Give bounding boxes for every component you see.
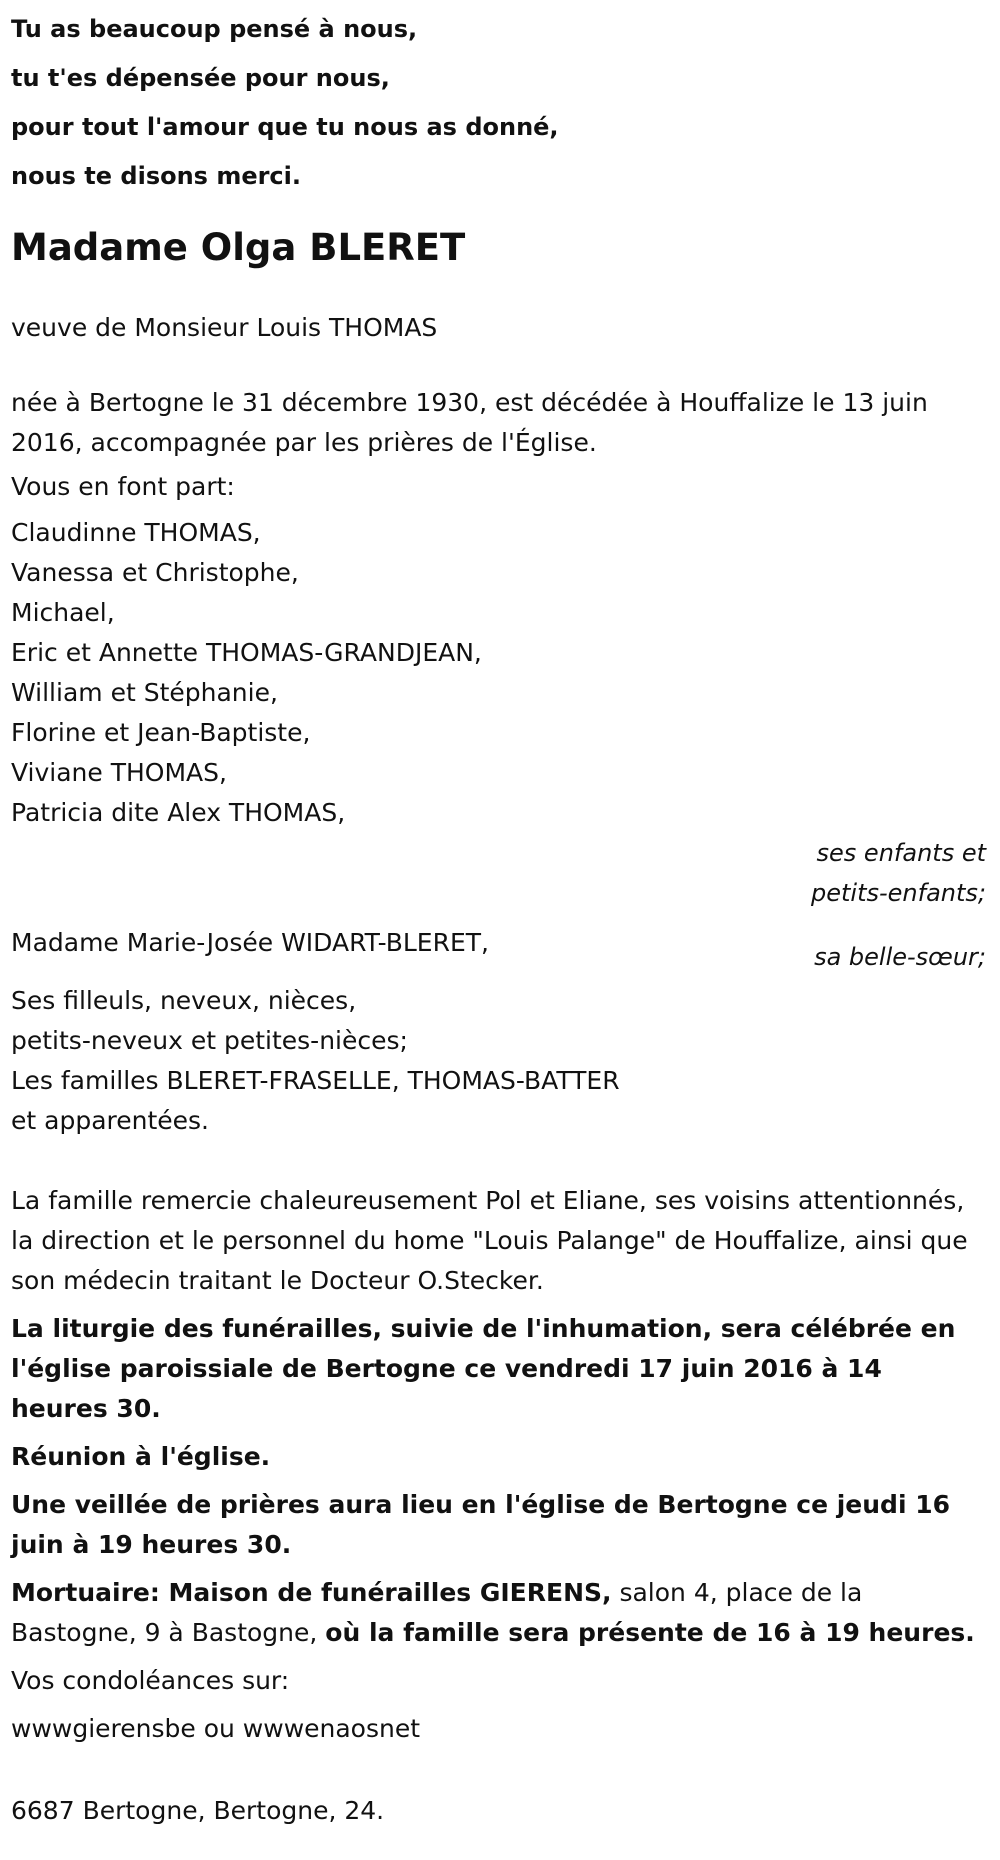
poem-line-3: pour tout l'amour que tu nous as donné, xyxy=(11,113,559,141)
announce-intro: Vous en font part: xyxy=(11,472,235,501)
list-item: Michael, xyxy=(11,598,115,627)
mortuary-paragraph xyxy=(11,1573,986,1653)
mortuary-name: Mortuaire: Maison de funérailles GIERENS, xyxy=(11,1578,612,1607)
poem-line-4: nous te disons merci. xyxy=(11,162,302,190)
mortuary-address: salon 4, place de la Bastogne, 9 à Bastogne, xyxy=(11,1578,863,1647)
children-role-line-1: ses enfants et xyxy=(816,839,986,867)
children-list xyxy=(11,513,986,833)
list-item: et apparentées. xyxy=(11,1106,209,1135)
widow-of: veuve de Monsieur Louis THOMAS xyxy=(11,313,438,342)
list-item: William et Stéphanie, xyxy=(11,678,278,707)
list-item: Les familles BLERET-FRASELLE, THOMAS-BATTER xyxy=(11,1066,620,1095)
children-role-line-2: petits-enfants; xyxy=(811,879,986,907)
list-item: Viviane THOMAS, xyxy=(11,758,227,787)
liturgy-paragraph: La liturgie des funérailles, suivie de l'inhumation, sera célébrée en l'église paroissiale de Bertogne ce vendredi 17 juin 2016 à 14 heures 30. xyxy=(11,1314,956,1423)
mortuary-hours: où la famille sera présente de 16 à 19 heures. xyxy=(325,1618,975,1647)
obituary-page xyxy=(11,0,986,1831)
address-line: 6687 Bertogne, Bertogne, 24. xyxy=(11,1796,385,1825)
list-item: Claudinne THOMAS, xyxy=(11,518,261,547)
sister-in-law-name: Madame Marie-Josée WIDART-BLERET, xyxy=(11,928,489,957)
list-item: Eric et Annette THOMAS-GRANDJEAN, xyxy=(11,638,482,667)
condolences-sites: wwwgierensbe ou wwwenaosnet xyxy=(11,1714,421,1743)
list-item: Patricia dite Alex THOMAS, xyxy=(11,798,346,827)
list-item: Vanessa et Christophe, xyxy=(11,558,299,587)
poem-line-2: tu t'es dépensée pour nous, xyxy=(11,64,390,92)
list-item: petits-neveux et petites-nièces; xyxy=(11,1026,408,1055)
list-item: Florine et Jean-Baptiste, xyxy=(11,718,311,747)
condolences-intro: Vos condoléances sur: xyxy=(11,1666,290,1695)
meeting-paragraph: Réunion à l'église. xyxy=(11,1442,271,1471)
deceased-name: Madame Olga BLERET xyxy=(11,226,466,269)
children-role xyxy=(11,833,986,913)
poem xyxy=(11,5,986,201)
list-item: Ses filleuls, neveux, nièces, xyxy=(11,986,357,1015)
birth-death-text: née à Bertogne le 31 décembre 1930, est décédée à Houffalize le 13 juin 2016, accompagnée par les prières de l'Église. xyxy=(11,388,928,457)
sister-in-law-role: sa belle-sœur; xyxy=(814,943,986,971)
other-relatives xyxy=(11,981,986,1141)
vigil-paragraph: Une veillée de prières aura lieu en l'église de Bertogne ce jeudi 16 juin à 19 heures 30. xyxy=(11,1490,951,1559)
thanks-paragraph: La famille remercie chaleureusement Pol et Eliane, ses voisins attentionnés, la direction et le personnel du home "Louis Palange" de Houffalize, ainsi que son médecin traitant le Docteur O.Stecker. xyxy=(11,1186,968,1295)
poem-line-1: Tu as beaucoup pensé à nous, xyxy=(11,15,418,43)
sister-in-law-row xyxy=(11,913,986,977)
